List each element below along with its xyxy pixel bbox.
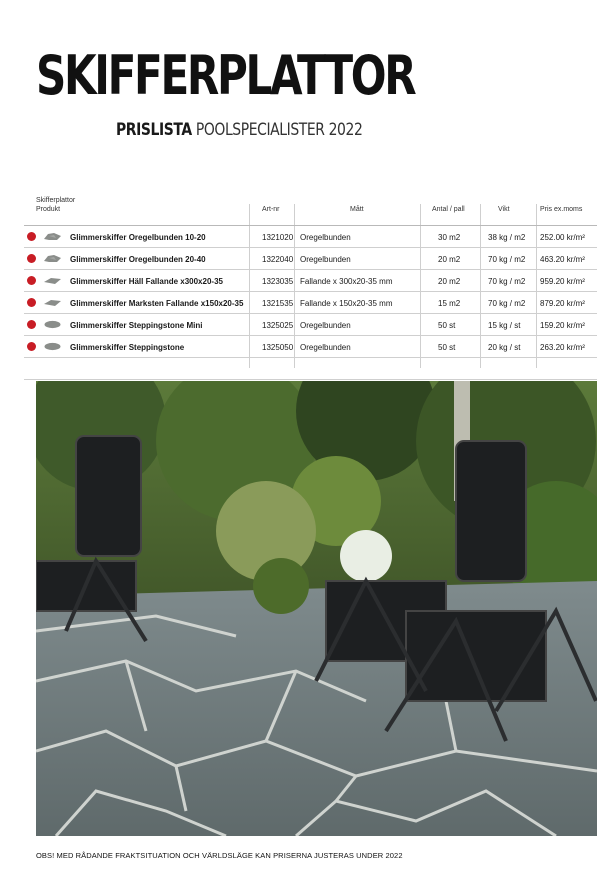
table-row (24, 226, 597, 248)
table-row (24, 314, 597, 336)
table-body (24, 226, 597, 380)
product-name: Glimmerskiffer Häll Fallande x300x20-35 (70, 277, 223, 286)
product-name: Glimmerskiffer Steppingstone Mini (70, 321, 203, 330)
patio-photo (36, 381, 597, 836)
quantity-per-pallet: 50 st (438, 343, 456, 352)
dimensions: Oregelbunden (300, 321, 351, 330)
quantity-per-pallet: 50 st (438, 321, 456, 330)
article-number: 1325050 (262, 343, 294, 352)
bullet-icon (27, 342, 36, 351)
weight: 20 kg / st (488, 343, 521, 352)
article-number: 1325025 (262, 321, 294, 330)
bullet-icon (27, 232, 36, 241)
table-row (24, 270, 597, 292)
bullet-icon (27, 298, 36, 307)
dimensions: Fallande x 150x20-35 mm (300, 299, 393, 308)
dimensions: Oregelbunden (300, 343, 351, 352)
price: 252.00 kr/m² (540, 233, 585, 242)
price-table (24, 204, 597, 380)
bullet-icon (27, 276, 36, 285)
quantity-per-pallet: 15 m2 (438, 299, 461, 308)
bullet-icon (27, 254, 36, 263)
stone-thumbnail-icon (43, 232, 62, 241)
weight: 70 kg / m2 (488, 277, 526, 286)
table-row (24, 248, 597, 270)
product-name: Glimmerskiffer Marksten Fallande x150x20-35 (70, 299, 244, 308)
weight: 70 kg / m2 (488, 255, 526, 264)
price: 159.20 kr/m² (540, 321, 585, 330)
header-art: Art-nr (262, 206, 280, 213)
subtitle-bold: PRISLISTA (116, 120, 192, 140)
bullet-icon (27, 320, 36, 329)
category-label: Skifferplattor (36, 197, 76, 204)
header-antal: Antal / pall (432, 206, 465, 213)
header-product: Produkt (36, 206, 61, 213)
stone-thumbnail-icon (43, 276, 62, 285)
stone-thumbnail-icon (43, 342, 62, 351)
stone-thumbnail-icon (43, 320, 62, 329)
table-header (24, 204, 597, 226)
article-number: 1323035 (262, 277, 294, 286)
header-pris: Pris ex.moms (540, 206, 583, 213)
footer-note: OBS! MED RÅDANDE FRAKTSITUATION OCH VÄRLDSLÄGE KAN PRISERNA JUSTERAS UNDER 2022 (36, 851, 403, 860)
product-name: Glimmerskiffer Oregelbunden 10-20 (70, 233, 206, 242)
table-row (24, 336, 597, 358)
stone-thumbnail-icon (43, 298, 62, 307)
page-subtitle (116, 120, 362, 140)
article-number: 1322040 (262, 255, 294, 264)
header-matt: Mått (350, 206, 364, 213)
page-title: SKIFFERPLATTOR (36, 44, 415, 107)
weight: 38 kg / m2 (488, 233, 526, 242)
quantity-per-pallet: 20 m2 (438, 255, 461, 264)
price: 879.20 kr/m² (540, 299, 585, 308)
table-row-empty (24, 358, 597, 380)
dimensions: Fallande x 300x20-35 mm (300, 277, 393, 286)
dimensions: Oregelbunden (300, 255, 351, 264)
weight: 15 kg / st (488, 321, 521, 330)
subtitle-light: POOLSPECIALISTER 2022 (195, 120, 363, 140)
product-name: Glimmerskiffer Oregelbunden 20-40 (70, 255, 206, 264)
dimensions: Oregelbunden (300, 233, 351, 242)
header-vikt: Vikt (498, 206, 510, 213)
article-number: 1321535 (262, 299, 294, 308)
product-name: Glimmerskiffer Steppingstone (70, 343, 185, 352)
patio-image (36, 381, 597, 836)
stone-thumbnail-icon (43, 254, 62, 263)
price: 463.20 kr/m² (540, 255, 585, 264)
quantity-per-pallet: 20 m2 (438, 277, 461, 286)
quantity-per-pallet: 30 m2 (438, 233, 461, 242)
price: 959.20 kr/m² (540, 277, 585, 286)
article-number: 1321020 (262, 233, 294, 242)
table-row (24, 292, 597, 314)
weight: 70 kg / m2 (488, 299, 526, 308)
price: 263.20 kr/m² (540, 343, 585, 352)
